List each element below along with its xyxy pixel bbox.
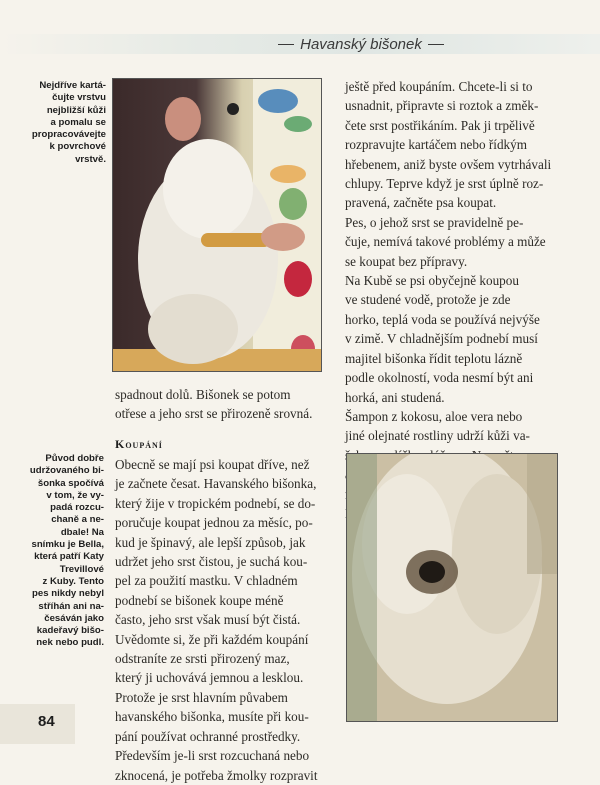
caption-bella: Původ dobře udržovaného bi- šonka spočívá v tom, že vy- padá rozcu- chaně a ne- dbale! Na snímku je Bella, která patří Katy Trevillové z Kuby. Tento pes nikdy nebyl stříhán ani na- česáván jako kadeřavý bišo- nek nebo pudl. <box>29 453 104 649</box>
caption-brushing: Nejdříve kartá- čujte vrstvu nejbližší kůži a pomalu se propracovávejte k povrchové vrstvě. <box>31 80 106 165</box>
page-number: 84 <box>38 713 55 730</box>
header-dash-left <box>278 44 294 45</box>
body-text-continuation: spadnout dolů. Bišonek se potom otřese a jeho srst se přirozeně srovná. <box>115 387 313 422</box>
body-text-bathing: Obecně se mají psi koupat dříve, než je začnete česat. Havanského bišonka, který žije v tropickém podnebí, se do- poručuje koupat jednou za měsíc, po- kud je špinavý, ale lepší způsob, jak udržet jeho srst čistou, je suchá kou- pel za použití mastku. V chladném podnebí se bišonek koupe méně často, jeho srst však musí být čistá. Uvědomte si, že při každém koupání odstraníte ze srsti přirozený maz, který ji uchovává jemnou a lesklou. Protože je srst hlavním půvabem havanského bišonka, musíte při kou- pání používat ochranné prostředky. Především je-li srst rozcuchaná nebo zknocená, je potřeba žmolky rozpravit <box>115 457 318 783</box>
body-text-right-column: ještě před koupáním. Chcete-li si to usnadnit, připravte si roztok a změk- čete srst postřikáním. Pak ji trpělivě rozpravujte kartáčem nebo řídkým hřebenem, aniž byste ovšem vytrhávali chlupy. Teprve když je srst úplně roz- pravená, začněte psa koupat. Pes, o jehož srst se pravidelně pe- čuje, nemívá takové problémy a může se koupat bez přípravy. Na Kubě se psi obyčejně koupou ve studené vodě, protože je zde horko, teplá voda se používá nejvýše v zimě. V chladnějším podnebí musí majitel bišonka řídit teplotu lázně podle okolností, voda nesmí být ani horká, ani studená. Šampon z kokosu, aloe vera nebo jiné olejnaté rostliny udrží kůži va- <box>345 79 552 444</box>
photo-dog-brushing-illustration <box>113 79 321 371</box>
header-title: Havanský bišonek <box>300 35 422 53</box>
running-header <box>226 34 496 54</box>
photo-dog-brushing <box>112 78 322 372</box>
photo-dog-face-illustration <box>347 454 557 721</box>
section-heading-koupani: Koupání <box>115 437 163 451</box>
photo-dog-face <box>346 453 558 722</box>
header-dash-right <box>428 44 444 45</box>
